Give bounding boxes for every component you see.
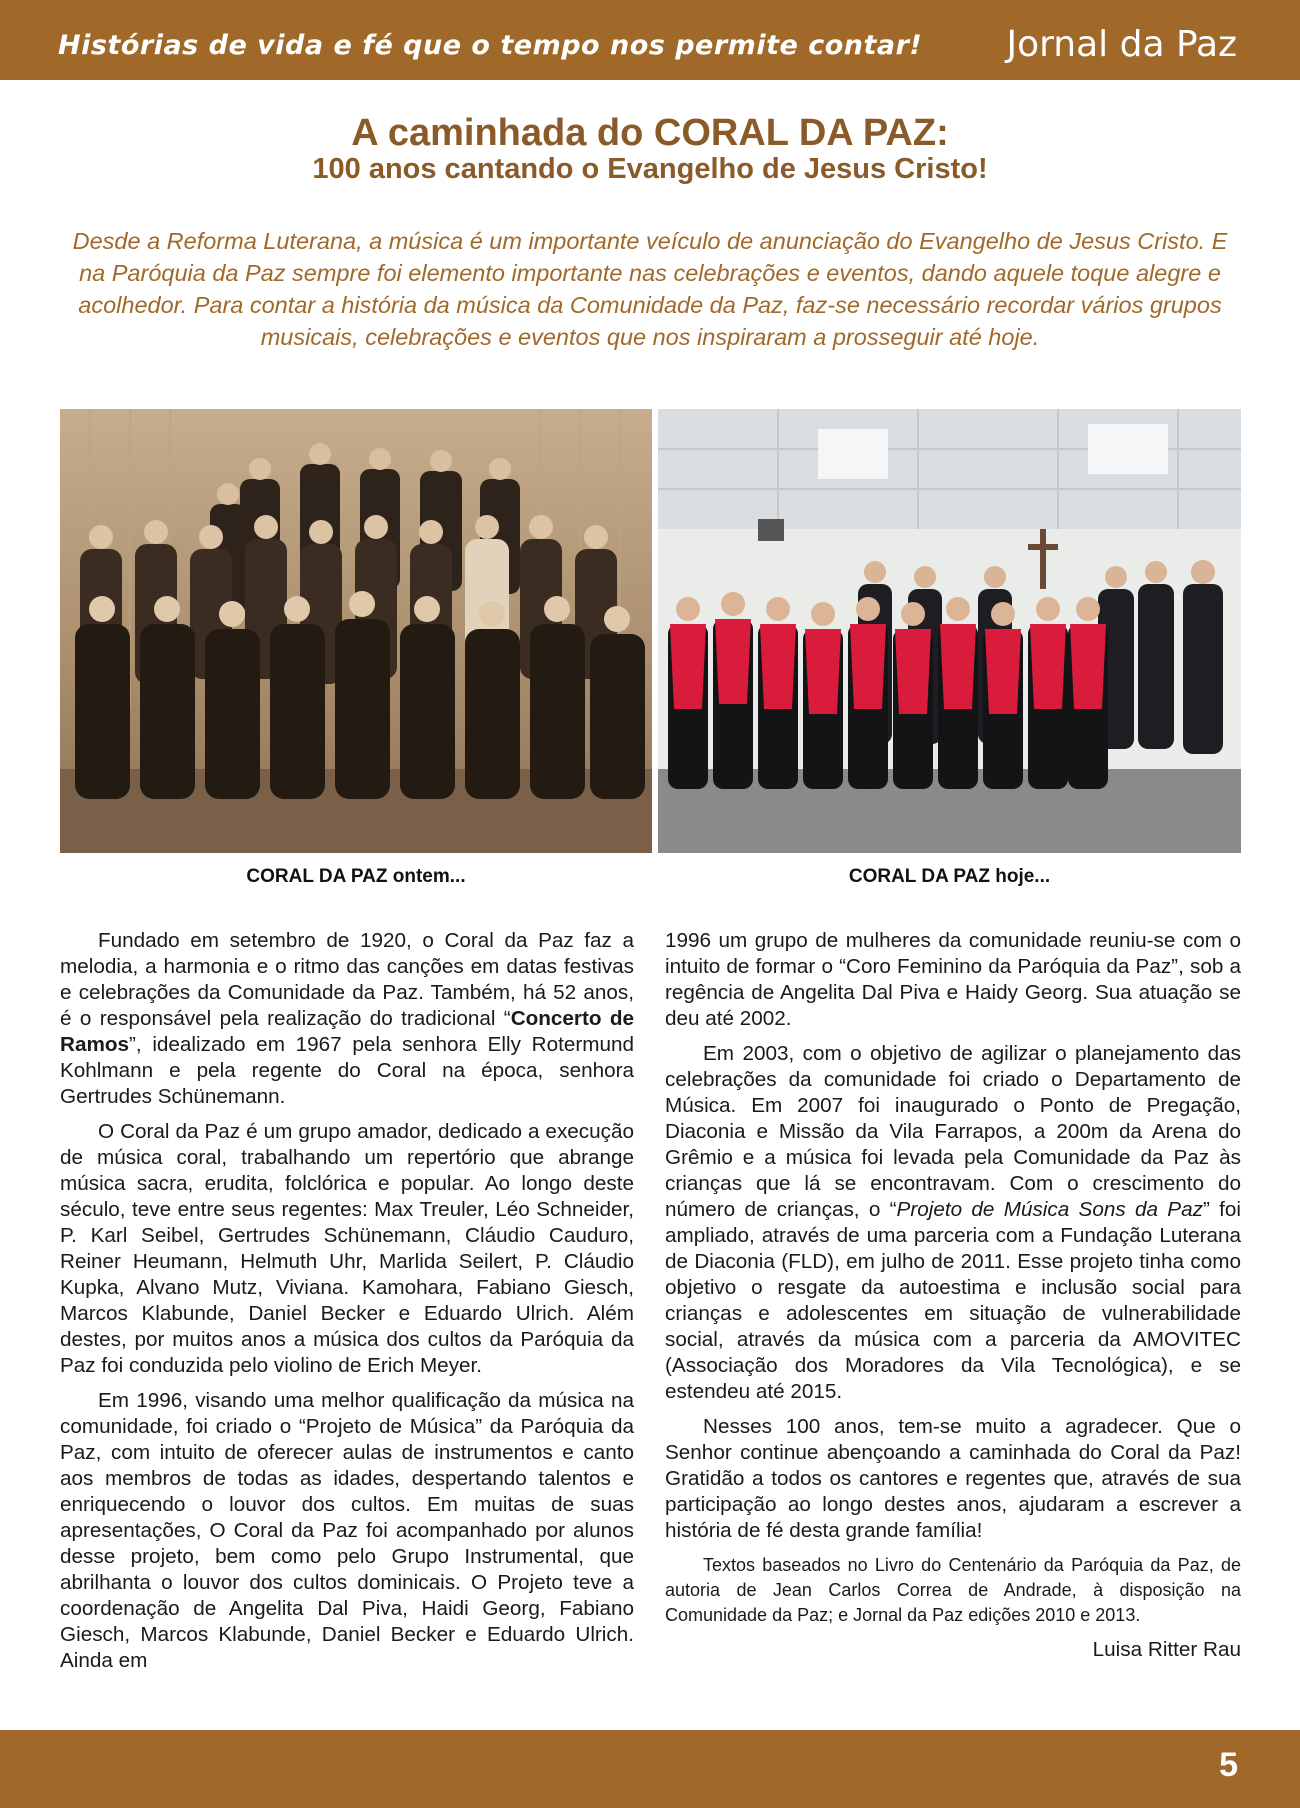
article-subtitle: 100 anos cantando o Evangelho de Jesus Cristo! — [312, 153, 988, 185]
paragraph-gratitude: Nesses 100 anos, tem-se muito a agradecer. Que o Senhor continue abençoando a caminhada do Coral da Paz! Gratidão a todos os cantores e regentes que, através de sua participação ao longo destes anos, ajudaram a escrever a história de fé desta grande família! — [665, 1415, 1241, 1542]
source-credits: Textos baseados no Livro do Centenário da Paróquia da Paz, de autoria de Jean Carlos Correa de Andrade, à disposição na Comunidade da Paz; e Jornal da Paz edições 2010 e 2013. — [665, 1555, 1241, 1625]
masthead-title: Jornal da Paz — [1006, 24, 1237, 65]
concerto-de-ramos-emphasis: Concerto de Ramos — [60, 1007, 634, 1056]
paragraph-conductors: O Coral da Paz é um grupo amador, dedicado a execução de música coral, trabalhando um repertório que abrange música sacra, erudita, folclórica e popular. Ao longo deste século, teve entre seus regentes: Max Treuler, Léo Schneider, P. Karl Seibel, Gertrudes Schünemann, Cláudio Cauduro, Reiner Heumann, Helmuth Uhr, Marlida Seilert, P. Cláudio Kupka, Alvano Mutz, Viviana. Kamohara, Fabiano Giesch, Marcos Klabunde, Daniel Becker e Eduardo Ulrich. Além destes, por muitos anos a música dos cultos da Paróquia da Paz foi conduzida pelo violino de Erich Meyer. — [60, 1120, 634, 1377]
paragraph-founding: Fundado em setembro de 1920, o Coral da Paz faz a melodia, a harmonia e o ritmo das canções em datas festivas e celebrações da Comunidade da Paz. Também, há 52 anos, é o responsável pela realização do tradicional “Concerto de Ramos”, idealizado em 1967 pela senhora Elly Rotermund Kohlmann e pela regente do Coral na época, senhora Gertrudes Schünemann. — [60, 929, 634, 1108]
footer-bar — [0, 1730, 1300, 1808]
historic-choir-photo — [60, 409, 652, 853]
article-column-left — [60, 928, 634, 1683]
article-intro: Desde a Reforma Luterana, a música é um importante veículo de anunciação do Evangelho de Jesus Cristo. E na Paróquia da Paz sempre foi elemento importante nas celebrações e eventos, dando aquele toque alegre e acolhedor. Para contar a história da música da Comunidade da Paz, faz-se necessário recordar vários grupos musicais, celebrações e eventos que nos inspiraram a prosseguir até hoje. — [72, 228, 1228, 350]
article-column-right — [665, 928, 1241, 1663]
paragraph-music-department: Em 2003, com o objetivo de agilizar o planejamento das celebrações da comunidade foi criado o Departamento de Música. Em 2007 foi inaugurado o Ponto de Pregação, Diaconia e Missão da Vila Farrapos, a 200m da Arena do Grêmio e a música foi levada pela Comunidade da Paz às crianças que lá se encontravam. Com o crescimento do número de crianças, o “Projeto de Música Sons da Paz” foi ampliado, através de uma parceria com a Fundação Luterana de Diaconia (FLD), em julho de 2011. Esse projeto tinha como objetivo o resgate da autoestima e inclusão social para crianças e adolescentes em situação de vulnerabilidade social, através da música com a parceria da AMOVITEC (Associação dos Moradores da Vila Tecnológica), e se estendeu até 2015. — [665, 1042, 1241, 1403]
paragraph-music-project: Em 1996, visando uma melhor qualificação da música na comunidade, foi criado o “Projeto de Música” da Paróquia da Paz, com intuito de oferecer aulas de instrumentos e canto aos membros de todas as idades, despertando talentos e enriquecendo o louvor dos cultos. Em muitas de suas apresentações, O Coral da Paz foi acompanhado por alunos desse projeto, bem como pelo Grupo Instrumental, que abrilhanta o louvor dos cultos dominicais. O Projeto teve a coordenação de Angelita Dal Piva, Haidi Georg, Fabiano Giesch, Marcos Klabunde, Daniel Becker e Eduardo Ulrich. Ainda em — [60, 1389, 634, 1672]
page-number: 5 — [1219, 1746, 1238, 1784]
header-bar — [0, 0, 1300, 80]
author-signature: Luisa Ritter Rau — [1092, 1638, 1241, 1661]
paragraph-womens-choir: 1996 um grupo de mulheres da comunidade reuniu-se com o intuito de formar o “Coro Feminino da Paróquia da Paz”, sob a regência de Angelita Dal Piva e Haidy Georg. Sua atuação se deu até 2002. — [665, 929, 1241, 1030]
header-tagline: Histórias de vida e fé que o tempo nos permite contar! — [58, 30, 923, 61]
present-choir-photo — [658, 409, 1241, 853]
caption-historic-photo: CORAL DA PAZ ontem... — [246, 866, 466, 887]
sons-da-paz-emphasis: Projeto de Música Sons da Paz — [896, 1198, 1203, 1221]
article-title: A caminhada do CORAL DA PAZ: — [351, 112, 949, 154]
caption-present-photo: CORAL DA PAZ hoje... — [848, 866, 1051, 887]
